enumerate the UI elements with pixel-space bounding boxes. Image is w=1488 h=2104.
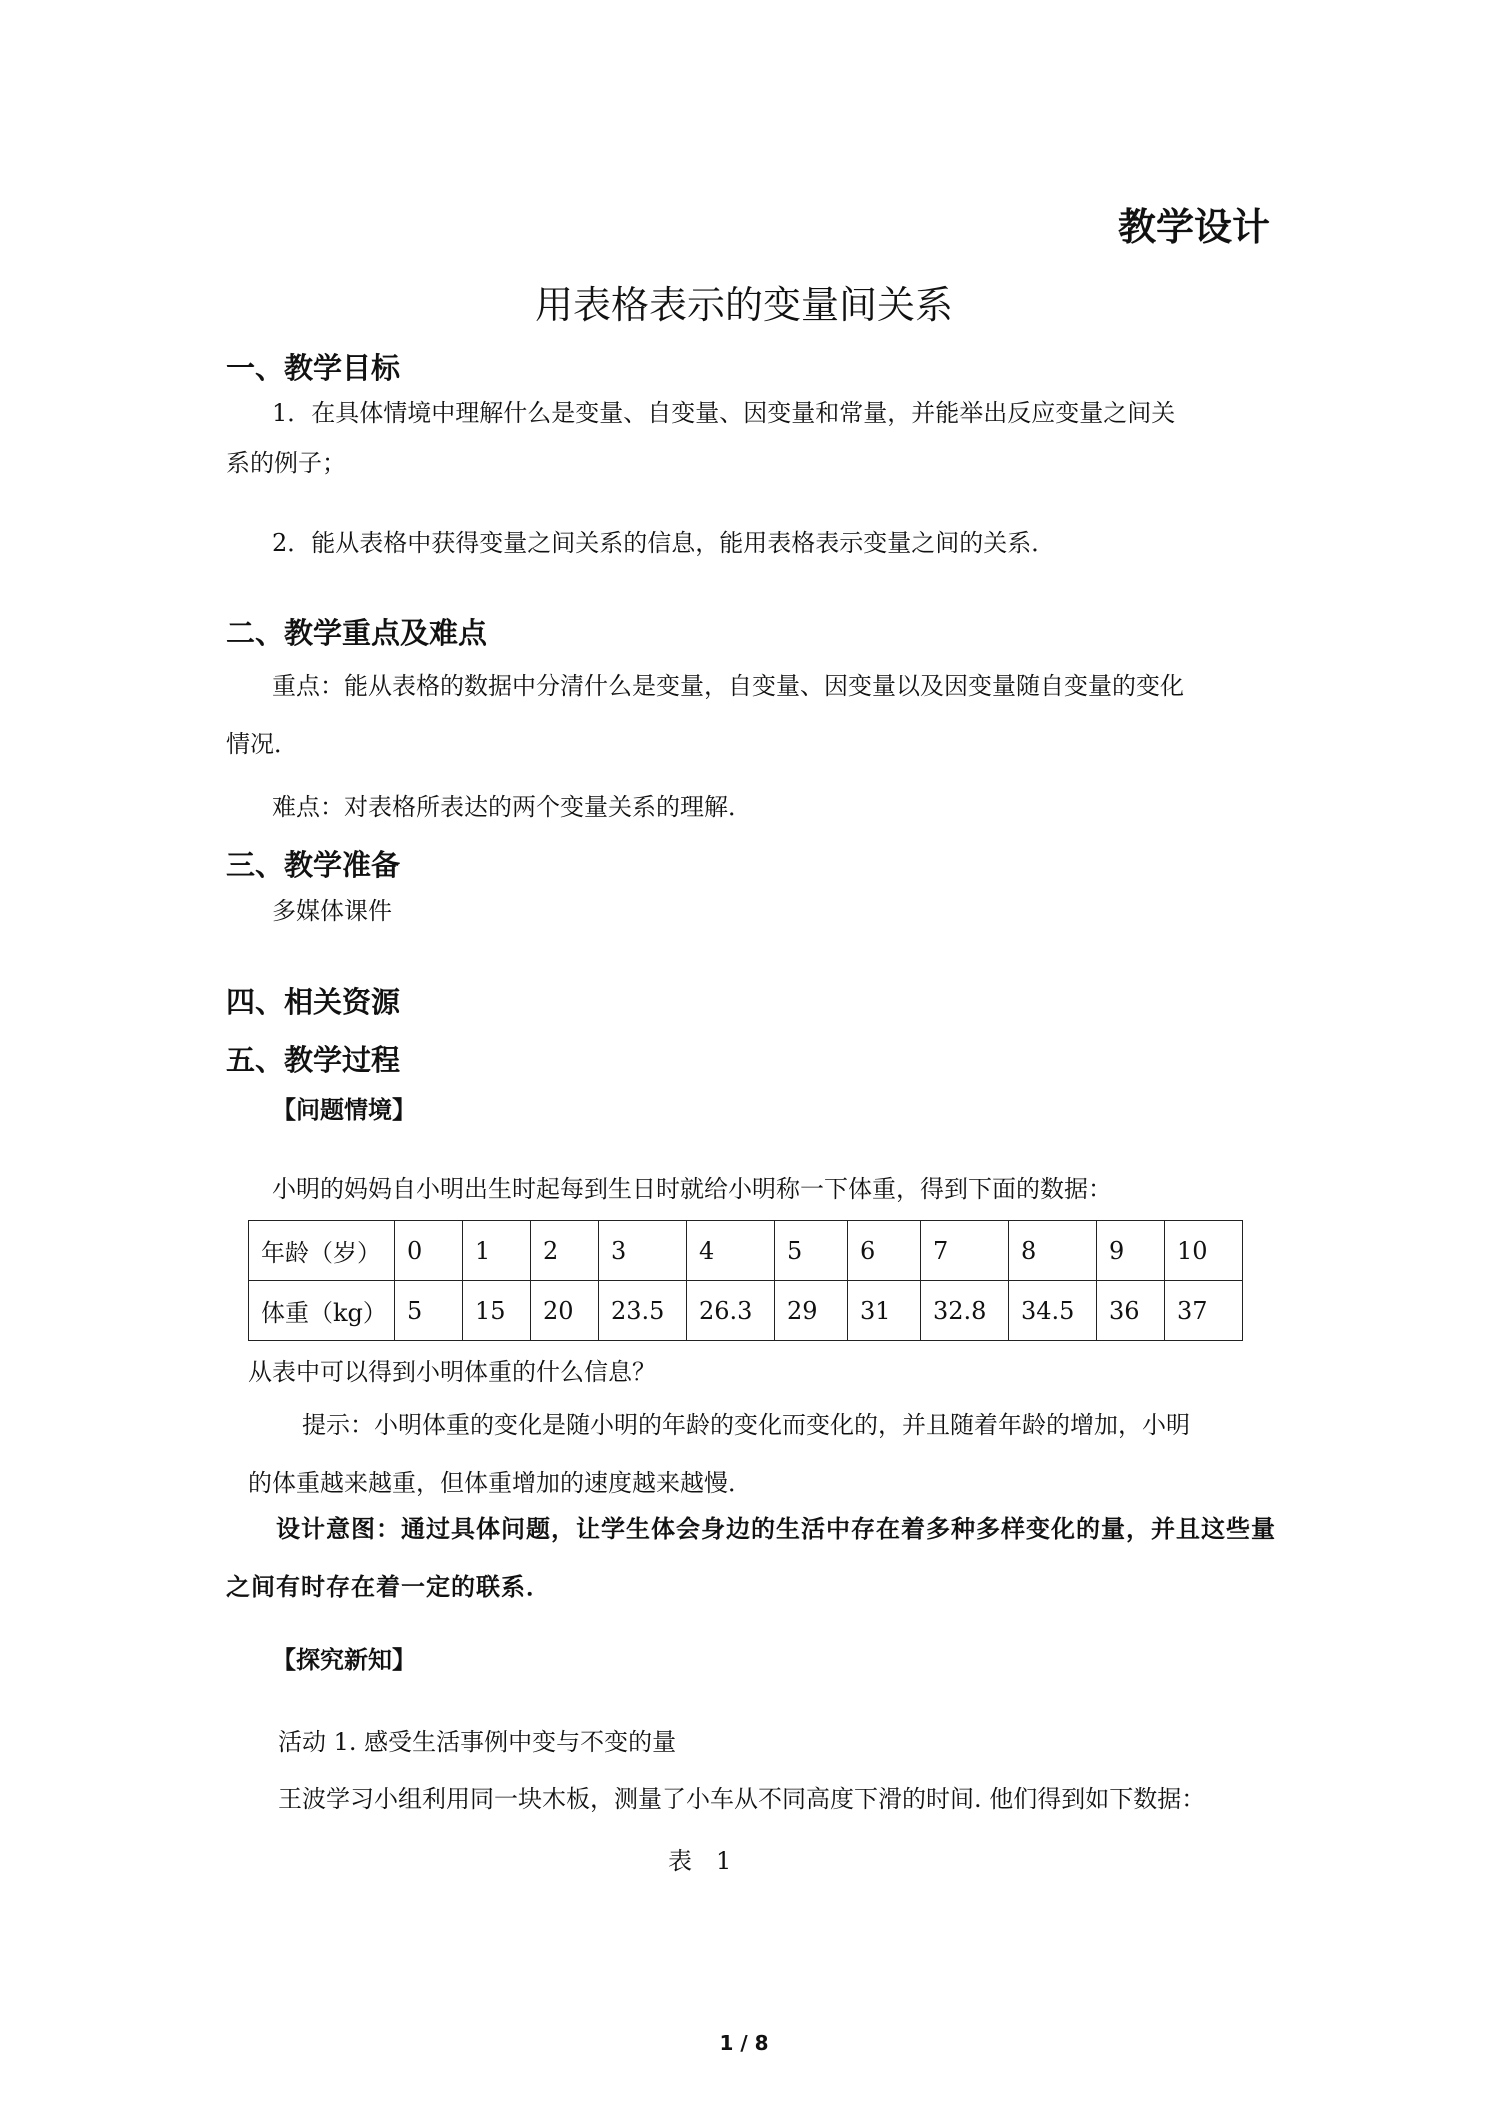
table-cell: 4 <box>687 1221 775 1281</box>
table-cell: 7 <box>921 1221 1009 1281</box>
table-cell: 5 <box>775 1221 848 1281</box>
table-row <box>249 1281 1243 1341</box>
table-question: 从表中可以得到小明体重的什么信息？ <box>248 1358 656 1386</box>
objective-1-line2: 系的例子； <box>226 449 346 477</box>
difficulty-point: 难点：对表格所表达的两个变量关系的理解． <box>272 793 752 821</box>
table-cell: 5 <box>395 1281 463 1341</box>
objective-2: 2．能从表格中获得变量之间关系的信息，能用表格表示变量之间的关系． <box>272 529 1056 557</box>
activity-1-title: 活动 1. 感受生活事例中变与不变的量 <box>278 1728 677 1756</box>
key-point-line1: 重点：能从表格的数据中分清什么是变量，自变量、因变量以及因变量随自变量的变化 <box>272 672 1184 700</box>
table-cell: 32.8 <box>921 1281 1009 1341</box>
situation-text: 小明的妈妈自小明出生时起每到生日时就给小明称一下体重，得到下面的数据： <box>272 1175 1112 1203</box>
table-cell: 0 <box>395 1221 463 1281</box>
table-cell: 29 <box>775 1281 848 1341</box>
hint-line1: 提示：小明体重的变化是随小明的年龄的变化而变化的，并且随着年龄的增加，小明 <box>302 1411 1190 1439</box>
table-cell: 2 <box>531 1221 599 1281</box>
table-cell: 26.3 <box>687 1281 775 1341</box>
activity-1-text: 王波学习小组利用同一块木板，测量了小车从不同高度下滑的时间. 他们得到如下数据： <box>278 1785 1206 1813</box>
table-row <box>249 1221 1243 1281</box>
section-1-heading: 一、教学目标 <box>226 351 401 385</box>
section-3-heading: 三、教学准备 <box>226 848 401 882</box>
table-cell: 20 <box>531 1281 599 1341</box>
table-cell: 1 <box>463 1221 531 1281</box>
preparation-content: 多媒体课件 <box>272 897 392 925</box>
problem-situation-label: 【问题情境】 <box>272 1096 416 1124</box>
table-cell: 3 <box>599 1221 687 1281</box>
table-cell: 36 <box>1097 1281 1165 1341</box>
table-cell: 6 <box>848 1221 921 1281</box>
key-point-line2: 情况． <box>226 730 298 758</box>
hint-line2: 的体重越来越重，但体重增加的速度越来越慢． <box>248 1469 752 1497</box>
document-type: 教学设计 <box>1117 205 1270 249</box>
table-row-label: 年龄（岁） <box>249 1221 395 1281</box>
table-cell: 15 <box>463 1281 531 1341</box>
page-number: 1 / 8 <box>719 2031 769 2055</box>
explore-new-knowledge-label: 【探究新知】 <box>272 1646 416 1674</box>
weight-table <box>248 1220 1243 1341</box>
table-cell: 23.5 <box>599 1281 687 1341</box>
table-cell: 9 <box>1097 1221 1165 1281</box>
table-cell: 10 <box>1165 1221 1243 1281</box>
table-row-label: 体重（kg） <box>249 1281 395 1341</box>
design-intent: 设计意图：通过具体问题，让学生体会身边的生活中存在着多种多样变化的量，并且这些量之间有时存在着一定的联系． <box>226 1514 1276 1601</box>
table-cell: 8 <box>1009 1221 1097 1281</box>
objective-1-line1: 1．在具体情境中理解什么是变量、自变量、因变量和常量，并能举出反应变量之间关 <box>272 399 1176 427</box>
table-cell: 31 <box>848 1281 921 1341</box>
table-cell: 34.5 <box>1009 1281 1097 1341</box>
section-2-heading: 二、教学重点及难点 <box>226 616 488 650</box>
page-title: 用表格表示的变量间关系 <box>534 283 953 327</box>
table-cell: 37 <box>1165 1281 1243 1341</box>
section-4-heading: 四、相关资源 <box>226 985 401 1019</box>
table-caption: 表 1 <box>668 1847 732 1875</box>
section-5-heading: 五、教学过程 <box>226 1043 401 1077</box>
